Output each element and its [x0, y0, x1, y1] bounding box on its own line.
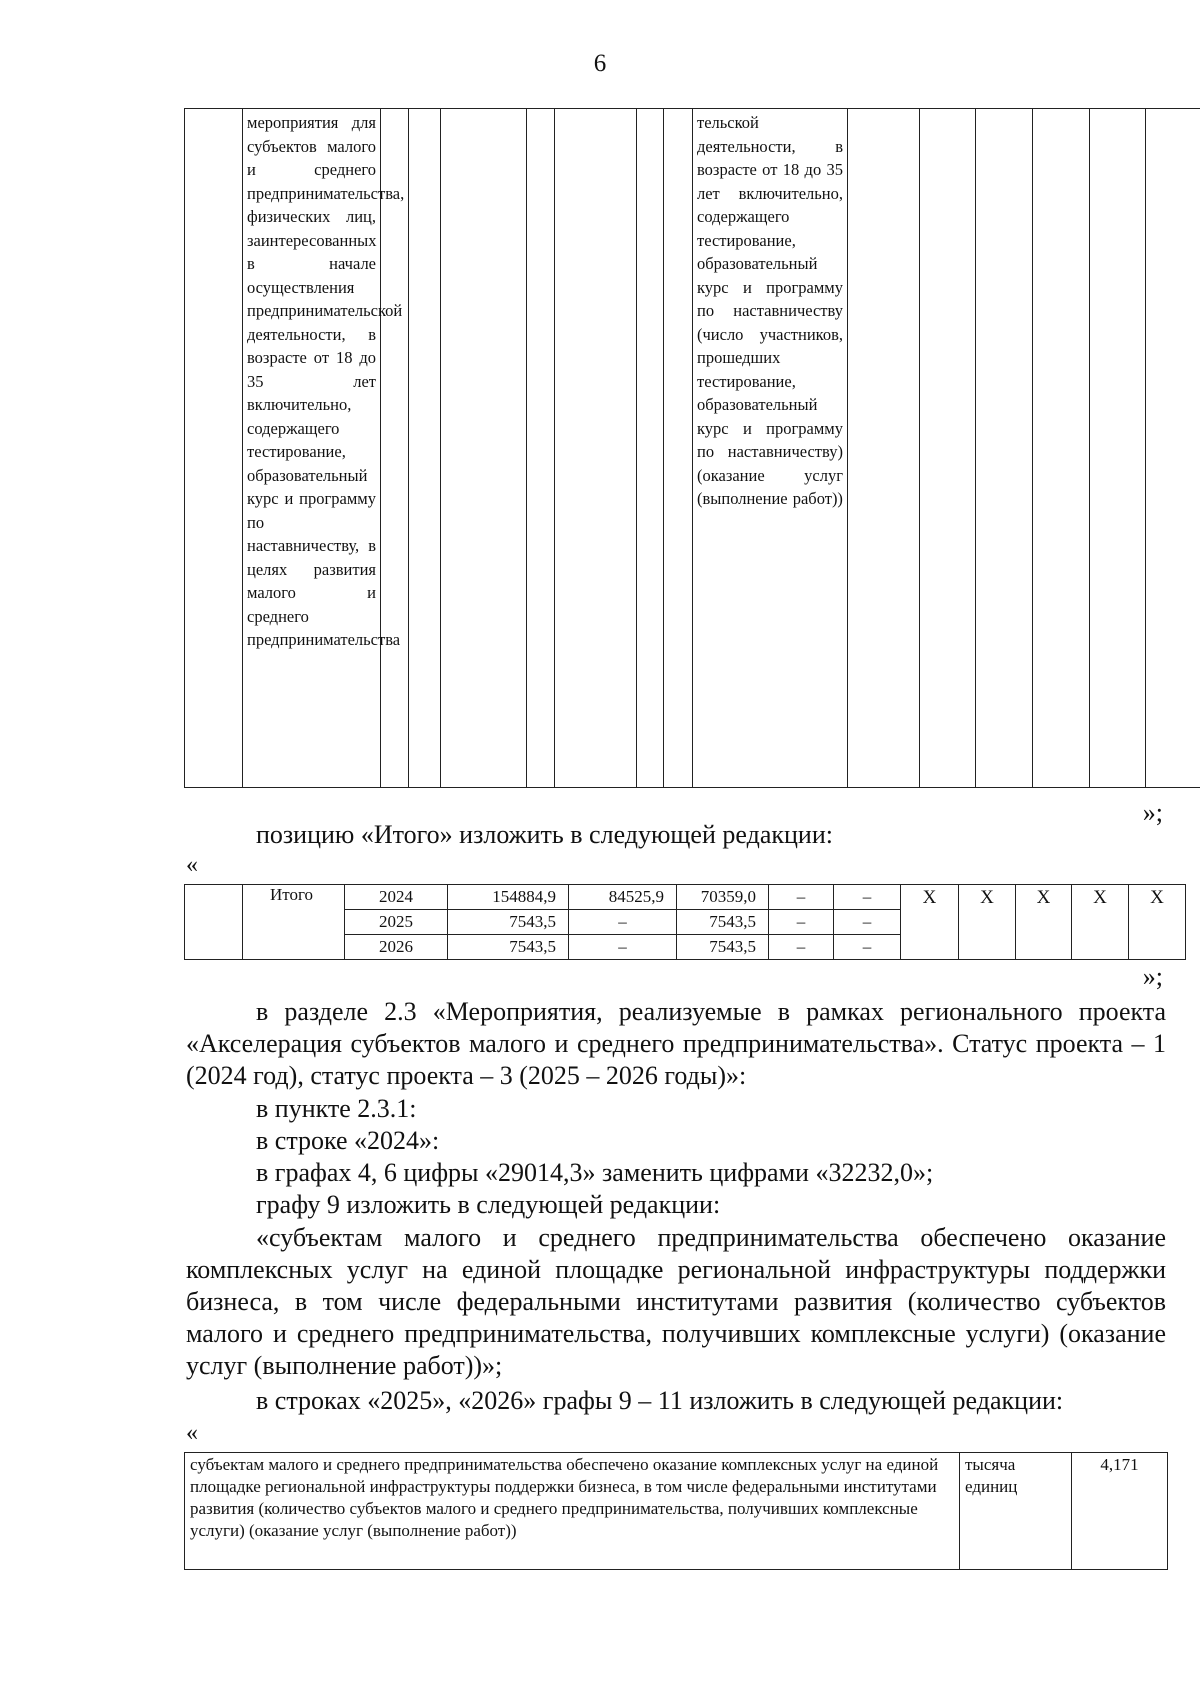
x-mark-cell: Х	[959, 885, 1016, 960]
x-mark-cell: Х	[1129, 885, 1186, 960]
table-cell	[664, 109, 693, 788]
table-cell	[848, 109, 920, 788]
total-cell: 7543,5	[448, 935, 569, 960]
dash-cell: –	[834, 910, 901, 935]
table-cell	[555, 109, 637, 788]
paragraph-graphs: в графах 4, 6 цифры «29014,3» заменить цифрами «32232,0»;	[256, 1158, 934, 1187]
year-cell: 2026	[345, 935, 448, 960]
total-cell: 7543,5	[448, 910, 569, 935]
regional-cell: 7543,5	[677, 910, 769, 935]
table-cell	[441, 109, 527, 788]
federal-cell: –	[569, 935, 677, 960]
federal-cell: –	[569, 910, 677, 935]
dash-cell: –	[769, 910, 834, 935]
dash-cell: –	[834, 885, 901, 910]
table-cell	[527, 109, 555, 788]
closing-quote: »;	[1142, 798, 1163, 827]
year-cell: 2024	[345, 885, 448, 910]
paragraph-itogo: позицию «Итого» изложить в следующей редакции:	[256, 820, 833, 849]
total-cell: 154884,9	[448, 885, 569, 910]
itogo-label: Итого	[243, 885, 345, 960]
table-cell	[1146, 109, 1200, 788]
table-cell-result	[693, 109, 848, 788]
closing-quote: »;	[1142, 962, 1163, 991]
table-cell-event-name	[243, 109, 405, 788]
regional-cell: 7543,5	[677, 935, 769, 960]
paragraph-graph9: графу 9 изложить в следующей редакции:	[256, 1190, 721, 1219]
value-cell: 4,171	[1072, 1453, 1168, 1570]
table-cell	[920, 109, 976, 788]
table-cell	[1090, 109, 1146, 788]
page-number: 6	[593, 50, 607, 77]
event-name-text: мероприятия для субъектов малого и среднего предпринимательства, физических лиц, заинтересованных в начале осуществления предпринимательской деятельности, в возрасте от 18 до 35 лет включительно, содержащего тестирование, образовательный курс и программу по наставничеству, в целях развития малого и среднего предпринимательства	[247, 113, 405, 649]
table-cell	[1033, 109, 1090, 788]
itogo-table	[184, 884, 1186, 960]
dash-cell: –	[769, 885, 834, 910]
year-cell: 2025	[345, 910, 448, 935]
table-row	[185, 1453, 1168, 1570]
x-mark-cell: Х	[1016, 885, 1072, 960]
paragraph-section: в разделе 2.3 «Мероприятия, реализуемые в рамках регионального проекта «Акселерация субъектов малого и среднего предпринимательства». Статус проекта – 1 (2024 год), статус проекта – 3 (2025 – 2026 годы)»:	[186, 997, 1166, 1090]
table-cell	[409, 109, 441, 788]
table-cell	[185, 109, 243, 788]
table-row	[185, 885, 1186, 910]
federal-cell: 84525,9	[569, 885, 677, 910]
opening-quote: «	[186, 852, 198, 878]
paragraph-rows: в строках «2025», «2026» графы 9 – 11 изложить в следующей редакции:	[256, 1386, 1064, 1415]
unit-cell: тысяча единиц	[960, 1453, 1072, 1570]
paragraph-row: в строке «2024»:	[256, 1126, 440, 1155]
dash-cell: –	[769, 935, 834, 960]
regional-cell: 70359,0	[677, 885, 769, 910]
description-cell: субъектам малого и среднего предпринимательства обеспечено оказание комплексных услуг на единой площадке региональной инфраструктуры поддержки бизнеса, в том числе федеральными институтами развития (количество субъектов малого и среднего предпринимательства, получивших комплексные услуги) (оказание услуг (выполнение работ))	[185, 1453, 960, 1570]
paragraph-quoted-text: «субъектам малого и среднего предпринимательства обеспечено оказание комплексных услуг на единой площадке региональной инфраструктуры поддержки бизнеса, в том числе федеральными институтами развития (количество субъектов малого и среднего предпринимательства, получивших комплексные услуги) (оказание услуг (выполнение работ))»;	[186, 1223, 1166, 1380]
graphs-9-11-table	[184, 1452, 1168, 1570]
table-cell	[976, 109, 1033, 788]
paragraph-point: в пункте 2.3.1:	[256, 1094, 417, 1123]
table-cell	[185, 885, 243, 960]
opening-quote: «	[186, 1420, 198, 1446]
x-mark-cell: Х	[1072, 885, 1129, 960]
dash-cell: –	[834, 935, 901, 960]
table-cell	[637, 109, 664, 788]
table-cell	[381, 109, 409, 788]
result-text: тельской деятельности, в возрасте от 18 до 35 лет включительно, содержащего тестирование, образовательный курс и программу по наставничеству (число участников, прошедших тестирование, образовательный курс и программу по наставничеству) (оказание услуг (выполнение работ))	[697, 113, 843, 508]
events-table-continuation	[184, 108, 1200, 788]
x-mark-cell: Х	[901, 885, 959, 960]
